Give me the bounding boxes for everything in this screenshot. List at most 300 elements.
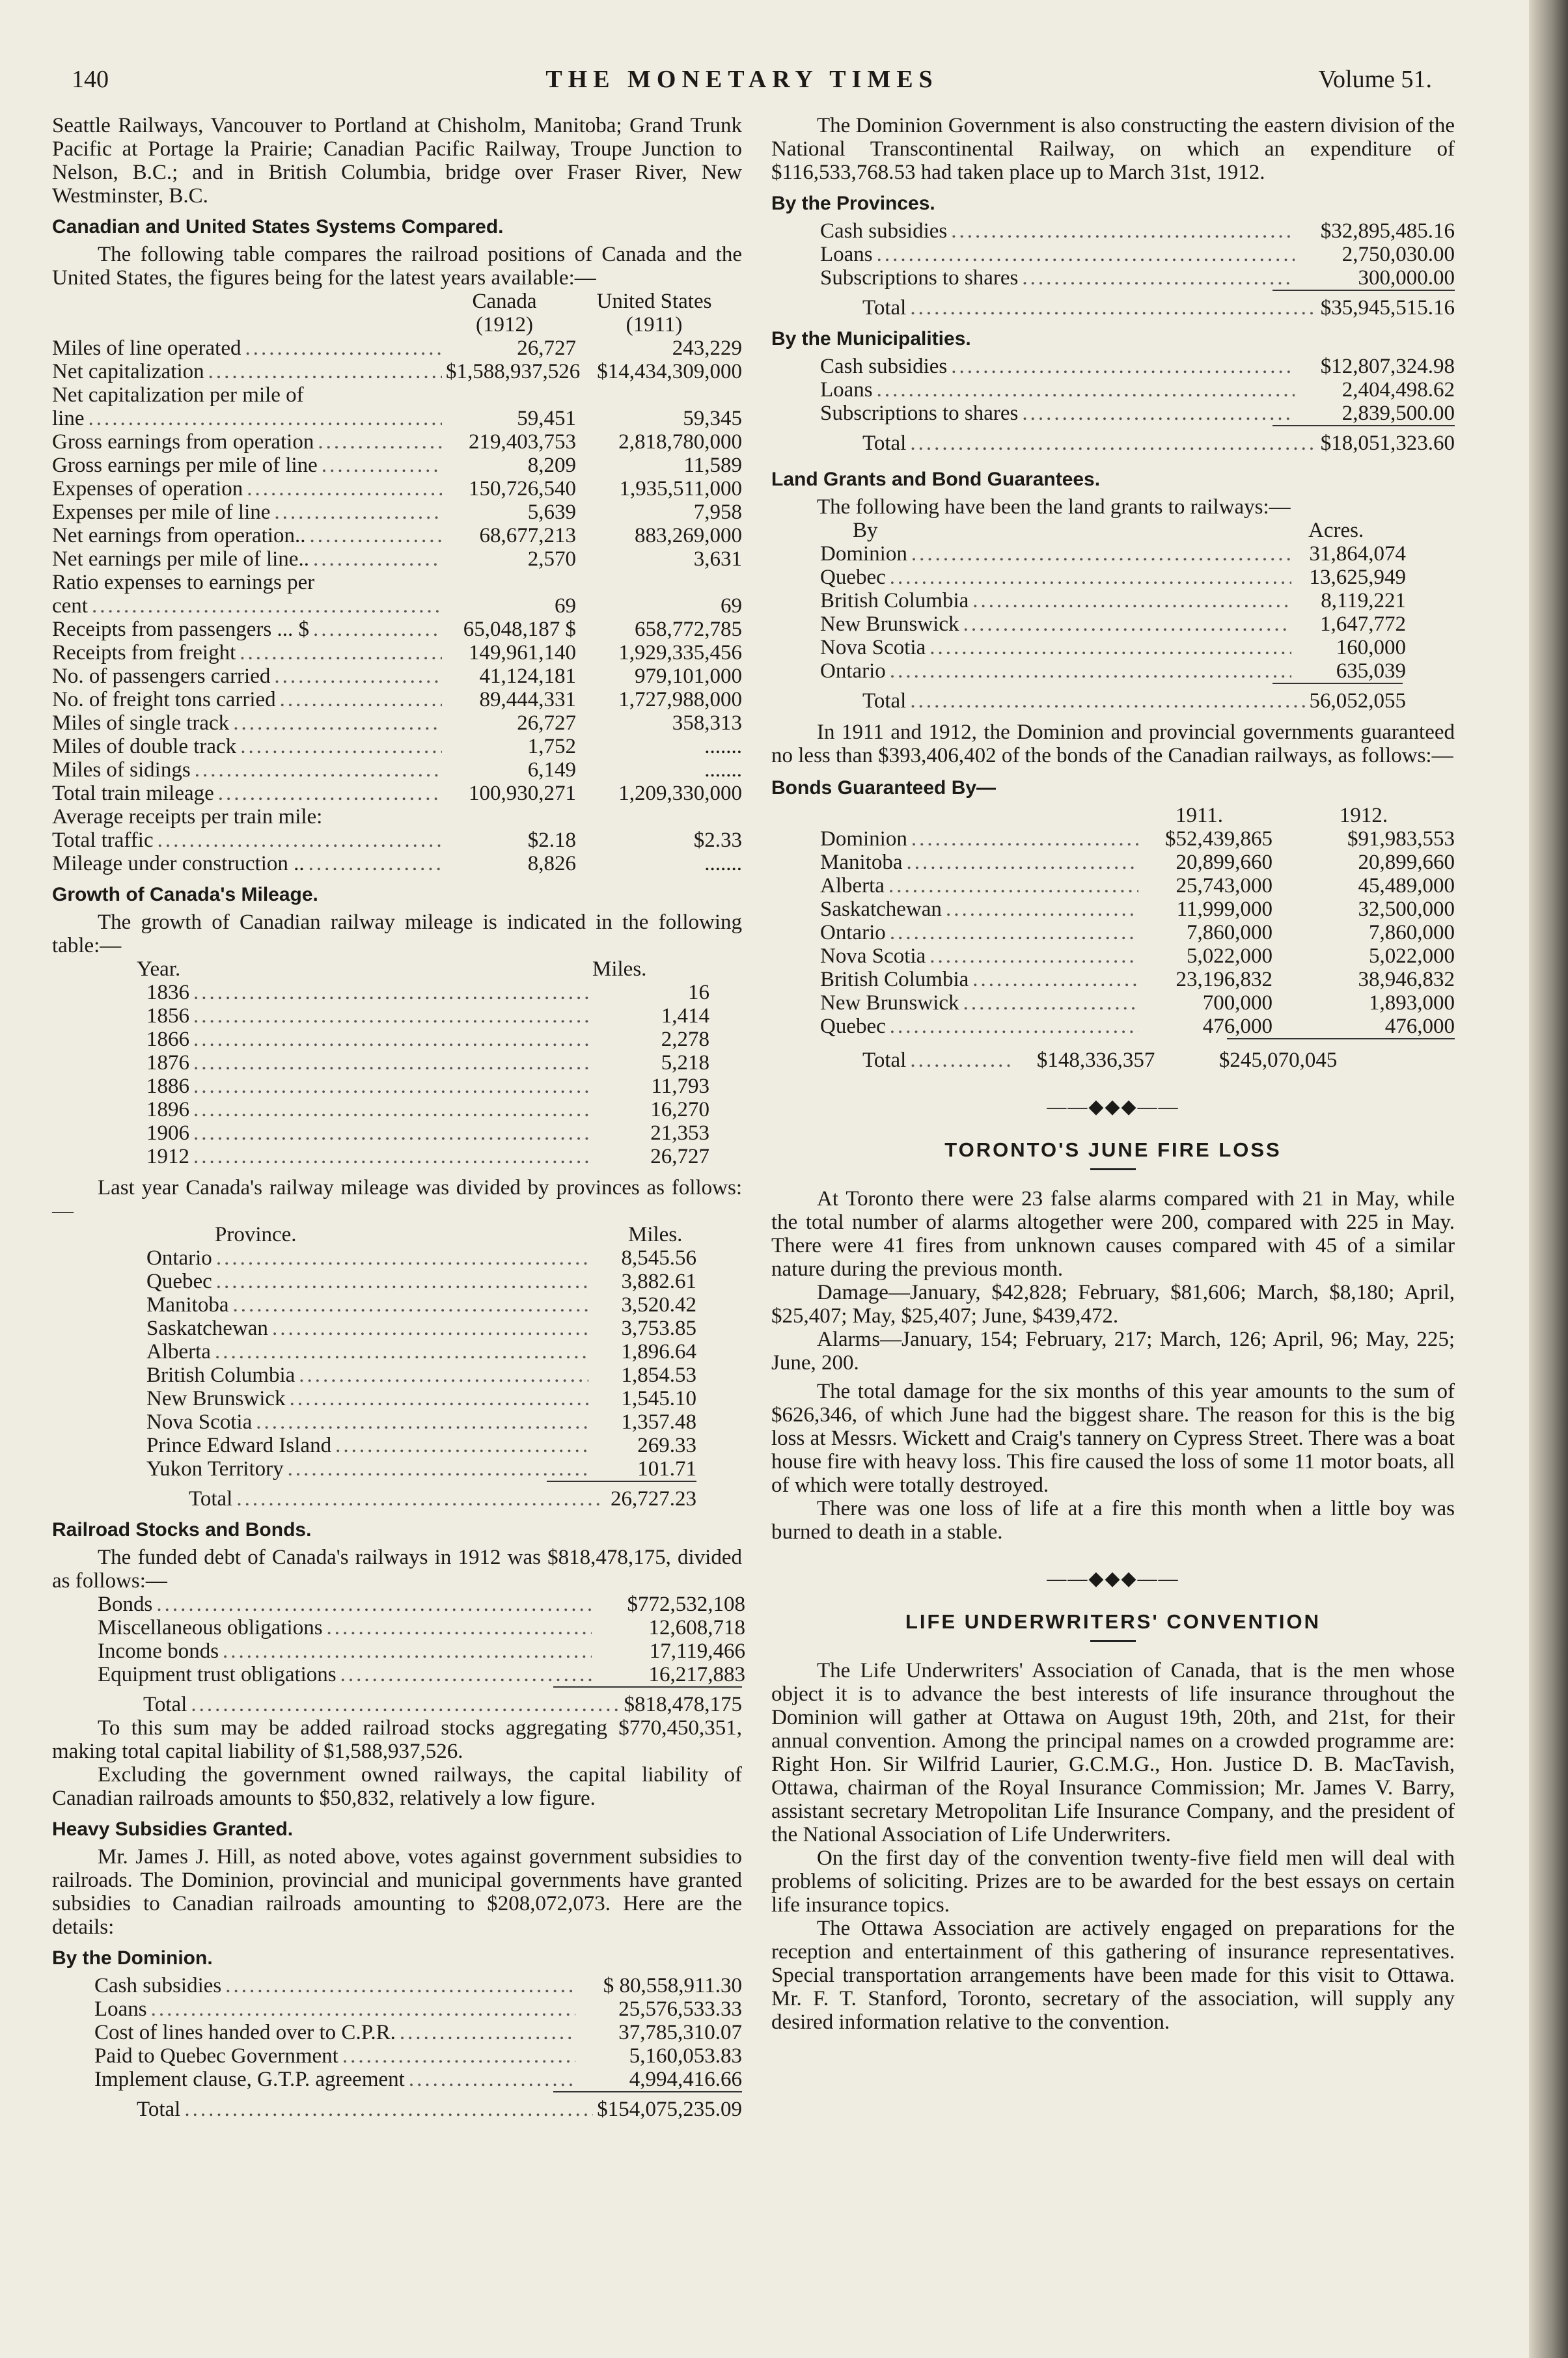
comparison-table bbox=[52, 336, 742, 875]
row-label: Miscellaneous obligations bbox=[98, 1616, 323, 1639]
row-label: Saskatchewan bbox=[820, 898, 942, 921]
dominion-subsidies-table bbox=[52, 1974, 742, 2091]
row-label: Quebec bbox=[820, 1015, 886, 1038]
paragraph: The Ottawa Association are actively engaged on preparations for the reception and entertainment of this gathering of insurance representatives. Special transportation arrangements have been made for this visit to Ottawa. Mr. F. T. Stanford, Toronto, secretary of the association, will supply any desired information relative to the convention. bbox=[771, 1917, 1455, 2034]
intro-paragraph: Seattle Railways, Vancouver to Portland at Chisholm, Manitoba; Grand Trunk Pacific at Portage la Prairie; Canadian Pacific Railway, Troupe Junction to Nelson, B.C.; and in British Columbia, bridge over Fraser River, New Westminster, B.C. bbox=[52, 114, 742, 208]
row-value: 37,785,310.07 bbox=[618, 2021, 742, 2044]
article-headline: TORONTO'S JUNE FIRE LOSS bbox=[944, 1138, 1282, 1161]
row-label: Dominion bbox=[820, 827, 907, 851]
row-label: Expenses per mile of line bbox=[52, 500, 271, 524]
row-value: 5,160,053.83 bbox=[629, 2044, 742, 2068]
row-value: 11,999,000 bbox=[1176, 898, 1272, 921]
row-value: 6,149 bbox=[527, 758, 576, 782]
paragraph: Last year Canada's railway mileage was divided by provinces as follows:— bbox=[52, 1176, 742, 1223]
row-value: 979,101,000 bbox=[635, 665, 742, 688]
row-value: $91,983,553 bbox=[1347, 827, 1455, 851]
row-label: Total train mileage bbox=[52, 782, 214, 805]
row-value: 300,000.00 bbox=[1358, 266, 1455, 290]
row-value: 11,793 bbox=[651, 1075, 709, 1098]
row-label: Yukon Territory bbox=[146, 1457, 284, 1481]
row-label: Equipment trust obligations bbox=[98, 1663, 337, 1686]
row-value: 17,119,466 bbox=[649, 1639, 745, 1663]
row-value: 635,039 bbox=[1336, 659, 1406, 683]
row-value: 2,839,500.00 bbox=[1341, 402, 1455, 425]
row-value: 1,357.48 bbox=[621, 1410, 696, 1434]
total-row: Total ..... $35,945,515.16 bbox=[771, 296, 1455, 320]
row-value: 2,570 bbox=[527, 547, 576, 571]
table-row bbox=[820, 827, 1455, 851]
row-label: Ontario bbox=[820, 921, 886, 944]
table-row bbox=[820, 402, 1455, 425]
row-value: 38,946,832 bbox=[1358, 968, 1455, 991]
row-value: 1,854.53 bbox=[621, 1364, 696, 1387]
row-value: 7,958 bbox=[693, 500, 742, 524]
row-label: Manitoba bbox=[146, 1293, 229, 1317]
paragraph: There was one loss of life at a fire this month when a little boy was burned to death in a stable. bbox=[771, 1497, 1455, 1544]
row-label: 1876 bbox=[146, 1051, 189, 1075]
row-label: Ontario bbox=[820, 659, 886, 683]
row-value: 45,489,000 bbox=[1358, 874, 1455, 898]
table-row bbox=[820, 944, 1455, 968]
row-label: Miles of line operated bbox=[52, 336, 241, 360]
table-row bbox=[820, 898, 1455, 921]
row-label: Loans bbox=[94, 1997, 147, 2021]
row-label: Quebec bbox=[820, 566, 886, 589]
row-label: Average receipts per train mile: bbox=[52, 805, 323, 829]
total-row: Total ..... $148,336,357 $245,070,045 bbox=[771, 1049, 1455, 1072]
table-row bbox=[52, 641, 742, 665]
right-column bbox=[771, 114, 1455, 2034]
table-row bbox=[146, 1434, 696, 1457]
row-value: 26,727 bbox=[517, 336, 576, 360]
table-row bbox=[820, 378, 1455, 402]
paragraph: Damage—January, $42,828; February, $81,606; March, $8,180; April, $25,407; May, $25,407; June, $439,472. bbox=[771, 1281, 1455, 1328]
row-value: $2.18 bbox=[527, 829, 576, 852]
row-value: $32,895,485.16 bbox=[1320, 219, 1455, 243]
row-value: 5,022,000 bbox=[1369, 944, 1455, 968]
row-label: 1896 bbox=[146, 1098, 189, 1121]
bonds-guaranteed-table bbox=[771, 827, 1455, 1038]
row-value: $772,532,108 bbox=[627, 1593, 745, 1616]
row-label: Ratio expenses to earnings per bbox=[52, 571, 315, 594]
row-label: New Brunswick bbox=[820, 612, 959, 636]
row-label: Cost of lines handed over to C.P.R. bbox=[94, 2021, 396, 2044]
row-value: 21,353 bbox=[650, 1121, 709, 1145]
table-row bbox=[94, 2021, 742, 2044]
row-value: 68,677,213 bbox=[479, 524, 576, 547]
table-row bbox=[52, 454, 742, 477]
paragraph: In 1911 and 1912, the Dominion and provincial governments guaranteed no less than $393,406,402 of the bonds of the Canadian railways, as follows:— bbox=[771, 720, 1455, 767]
table-header bbox=[771, 519, 1455, 542]
row-value: 8,545.56 bbox=[621, 1246, 696, 1270]
table-row bbox=[820, 659, 1406, 683]
row-value: 26,727 bbox=[650, 1145, 709, 1168]
row-value: 20,899,660 bbox=[1176, 851, 1272, 874]
row-value: 2,278 bbox=[661, 1028, 709, 1051]
row-value: 16,217,883 bbox=[648, 1663, 745, 1686]
table-row bbox=[146, 1293, 696, 1317]
row-value: 1,752 bbox=[527, 735, 576, 758]
table-row bbox=[146, 1145, 709, 1168]
row-value: 358,313 bbox=[672, 711, 742, 735]
row-value: 101.71 bbox=[637, 1457, 696, 1481]
row-value: 8,826 bbox=[527, 852, 576, 875]
provinces-subsidies-table bbox=[771, 219, 1455, 290]
table-row bbox=[52, 524, 742, 547]
table-row bbox=[94, 1974, 742, 1997]
row-value: 89,444,331 bbox=[479, 688, 576, 711]
table-row bbox=[146, 1028, 709, 1051]
column-header: Miles. bbox=[628, 1223, 683, 1246]
row-value: 1,647,772 bbox=[1320, 612, 1406, 636]
row-label: 1912 bbox=[146, 1145, 189, 1168]
table-row bbox=[146, 1098, 709, 1121]
column-header: By bbox=[853, 519, 878, 542]
column-header: 1911. bbox=[1175, 804, 1224, 827]
row-label: 1906 bbox=[146, 1121, 189, 1145]
row-label: Prince Edward Island bbox=[146, 1434, 332, 1457]
table-row bbox=[98, 1616, 745, 1639]
table-row bbox=[820, 612, 1406, 636]
row-value: 25,576,533.33 bbox=[618, 1997, 742, 2021]
row-value: 59,451 bbox=[517, 407, 576, 430]
row-value: 1,893,000 bbox=[1369, 991, 1455, 1015]
table-row bbox=[52, 500, 742, 524]
row-value: 269.33 bbox=[637, 1434, 696, 1457]
table-header bbox=[52, 290, 742, 336]
table-row bbox=[52, 852, 742, 875]
funded-debt-table bbox=[52, 1593, 745, 1686]
section-heading: By the Municipalities. bbox=[771, 328, 971, 350]
table-row bbox=[146, 1457, 696, 1481]
row-label: Expenses of operation bbox=[52, 477, 243, 500]
row-label: Miles of sidings bbox=[52, 758, 191, 782]
table-row bbox=[52, 430, 742, 454]
province-mileage-table bbox=[52, 1246, 696, 1481]
row-label: Nova Scotia bbox=[820, 944, 926, 968]
ornament-divider: ——◆◆◆—— bbox=[1047, 1096, 1179, 1117]
intro-paragraph: The Dominion Government is also constructing the eastern division of the National Transcontinental Railway, on which an expenditure of $116,533,768.53 had taken place up to March 31st, 1912. bbox=[771, 114, 1455, 184]
table-row bbox=[146, 1340, 696, 1364]
table-row bbox=[820, 851, 1455, 874]
row-label: Dominion bbox=[820, 542, 907, 566]
table-header bbox=[52, 1223, 742, 1246]
table-row bbox=[94, 2068, 742, 2091]
total-row: Total ..... $818,478,175 bbox=[52, 1693, 742, 1716]
row-value: 219,403,753 bbox=[469, 430, 576, 454]
table-row bbox=[820, 355, 1455, 378]
section-heading: Bonds Guaranteed By— bbox=[771, 777, 997, 799]
table-header bbox=[52, 957, 742, 981]
table-header bbox=[771, 804, 1455, 827]
table-row bbox=[146, 1246, 696, 1270]
row-label: Subscriptions to shares bbox=[820, 266, 1019, 290]
row-value: 1,935,511,000 bbox=[619, 477, 742, 500]
row-label: Quebec bbox=[146, 1270, 212, 1293]
publication-title: THE MONETARY TIMES bbox=[545, 66, 939, 93]
page-edge-shadow bbox=[1529, 0, 1568, 2358]
row-value: 160,000 bbox=[1336, 636, 1406, 659]
row-value: ....... bbox=[704, 735, 742, 758]
table-row bbox=[98, 1593, 745, 1616]
column-header: 1912. bbox=[1339, 804, 1388, 827]
row-value: 700,000 bbox=[1202, 991, 1272, 1015]
paragraph: On the first day of the convention twenty-five field men will deal with problems of soliciting. Prizes are to be awarded for the best essays on certain life insurance topics. bbox=[771, 1846, 1455, 1917]
table-row bbox=[146, 1270, 696, 1293]
row-value: 7,860,000 bbox=[1369, 921, 1455, 944]
row-label: Manitoba bbox=[820, 851, 903, 874]
row-label: Cash subsidies bbox=[820, 355, 948, 378]
row-label: Income bonds bbox=[98, 1639, 219, 1663]
row-label: Bonds bbox=[98, 1593, 153, 1616]
row-value: $12,807,324.98 bbox=[1320, 355, 1455, 378]
table-row bbox=[52, 360, 742, 383]
row-value: 658,772,785 bbox=[635, 618, 742, 641]
row-value: $2.33 bbox=[693, 829, 742, 852]
table-row bbox=[52, 735, 742, 758]
headline-rule bbox=[1090, 1640, 1136, 1642]
row-value: 7,860,000 bbox=[1187, 921, 1272, 944]
total-row: Total ..... $18,051,323.60 bbox=[771, 432, 1455, 455]
row-value: 5,639 bbox=[527, 500, 576, 524]
row-value: 12,608,718 bbox=[648, 1616, 745, 1639]
row-label: British Columbia bbox=[820, 968, 969, 991]
table-row bbox=[94, 1997, 742, 2021]
row-value: ....... bbox=[704, 758, 742, 782]
mileage-table bbox=[52, 981, 709, 1168]
row-label: No. of freight tons carried bbox=[52, 688, 276, 711]
row-value: 20,899,660 bbox=[1358, 851, 1455, 874]
table-row bbox=[820, 874, 1455, 898]
column-header: Canada bbox=[472, 290, 537, 313]
section-heading: Heavy Subsidies Granted. bbox=[52, 1818, 294, 1840]
row-value: 23,196,832 bbox=[1176, 968, 1272, 991]
section-heading: Growth of Canada's Mileage. bbox=[52, 884, 318, 905]
row-value: 2,818,780,000 bbox=[618, 430, 742, 454]
section-heading: Railroad Stocks and Bonds. bbox=[52, 1519, 312, 1541]
table-row bbox=[52, 383, 742, 407]
row-value: 3,753.85 bbox=[621, 1317, 696, 1340]
row-label: Miles of single track bbox=[52, 711, 230, 735]
row-value: 243,229 bbox=[672, 336, 742, 360]
headline-rule bbox=[1090, 1168, 1136, 1170]
row-value: 476,000 bbox=[1384, 1015, 1455, 1038]
row-value: 1,545.10 bbox=[621, 1387, 696, 1410]
article-headline: LIFE UNDERWRITERS' CONVENTION bbox=[905, 1610, 1321, 1633]
row-value: 32,500,000 bbox=[1358, 898, 1455, 921]
row-label: New Brunswick bbox=[820, 991, 959, 1015]
column-header: United States bbox=[596, 290, 712, 313]
row-label: Mileage under construction .. bbox=[52, 852, 305, 875]
table-row bbox=[146, 1387, 696, 1410]
row-value: 1,929,335,456 bbox=[618, 641, 742, 665]
row-label: 1866 bbox=[146, 1028, 189, 1051]
row-value: 3,882.61 bbox=[621, 1270, 696, 1293]
row-label: Nova Scotia bbox=[146, 1410, 253, 1434]
table-row bbox=[820, 219, 1455, 243]
table-row bbox=[98, 1639, 745, 1663]
row-value: 8,209 bbox=[527, 454, 576, 477]
row-value: 149,961,140 bbox=[469, 641, 576, 665]
row-label: Net earnings from operation.. bbox=[52, 524, 306, 547]
row-value: ....... bbox=[704, 852, 742, 875]
row-value: 150,726,540 bbox=[469, 477, 576, 500]
table-row bbox=[52, 711, 742, 735]
table-row bbox=[820, 636, 1406, 659]
row-label: British Columbia bbox=[146, 1364, 296, 1387]
row-label: cent bbox=[52, 594, 88, 618]
row-label: Net capitalization bbox=[52, 360, 204, 383]
row-label: Alberta bbox=[146, 1340, 211, 1364]
row-value: 2,404,498.62 bbox=[1341, 378, 1455, 402]
table-row bbox=[52, 618, 742, 641]
table-row bbox=[98, 1663, 745, 1686]
row-value: 65,048,187 $ bbox=[463, 618, 576, 641]
row-label: Ontario bbox=[146, 1246, 212, 1270]
row-label: 1856 bbox=[146, 1004, 189, 1028]
paragraph: To this sum may be added railroad stocks aggregating $770,450,351, making total capital liability of $1,588,937,526. bbox=[52, 1716, 742, 1763]
row-label: line bbox=[52, 407, 85, 430]
row-label: 1886 bbox=[146, 1075, 189, 1098]
table-row bbox=[146, 1121, 709, 1145]
row-value: 3,631 bbox=[693, 547, 742, 571]
municipalities-subsidies-table bbox=[771, 355, 1455, 425]
land-grants-table bbox=[771, 542, 1406, 683]
row-value: 1,896.64 bbox=[621, 1340, 696, 1364]
row-value: 8,119,221 bbox=[1321, 589, 1406, 612]
table-row bbox=[146, 1317, 696, 1340]
table-row bbox=[146, 981, 709, 1004]
table-row bbox=[52, 547, 742, 571]
row-value: 59,345 bbox=[683, 407, 742, 430]
row-label: Paid to Quebec Government bbox=[94, 2044, 338, 2068]
table-row bbox=[820, 968, 1455, 991]
table-row bbox=[52, 829, 742, 852]
table-row bbox=[52, 758, 742, 782]
row-value: 5,218 bbox=[661, 1051, 709, 1075]
table-row bbox=[94, 2044, 742, 2068]
row-value: 883,269,000 bbox=[635, 524, 742, 547]
column-header: Acres. bbox=[1308, 519, 1364, 542]
total-row: Total ..... 56,052,055 bbox=[771, 689, 1406, 713]
paragraph: Alarms—January, 154; February, 217; March, 126; April, 96; May, 225; June, 200. bbox=[771, 1328, 1455, 1375]
paragraph: The Life Underwriters' Association of Canada, that is the men whose object it is to advance the best interests of life insurance throughout the Dominion will gather at Ottawa on August 19th, 20th, and 21st, for their annual convention. Among the principal names on a crowded programme are: Right Hon. Sir Wilfrid Laurier, G.C.M.G., Hon. Justice D. B. MacTavish, Ottawa, chairman of the Royal Insurance Commission; Mr. James V. Barry, assistant secretary Metropolitan Life Insurance Company, and the president of the National Association of Life Underwriters. bbox=[771, 1659, 1455, 1846]
paragraph: Excluding the government owned railways, the capital liability of Canadian railroads amounts to $50,832, relatively a low figure. bbox=[52, 1763, 742, 1810]
row-value: $1,588,937,526 bbox=[446, 360, 581, 383]
row-value: $52,439,865 bbox=[1165, 827, 1272, 851]
total-row: Total ..... $154,075,235.09 bbox=[52, 2098, 742, 2121]
paragraph: At Toronto there were 23 false alarms compared with 21 in May, while the total number of alarms altogether were 200, compared with 225 in May. There were 41 fires from unknown causes compared with 45 of a similar nature during the previous month. bbox=[771, 1187, 1455, 1281]
row-label: Implement clause, G.T.P. agreement bbox=[94, 2068, 405, 2091]
column-header: Year. bbox=[137, 957, 181, 981]
row-label: No. of passengers carried bbox=[52, 665, 271, 688]
row-label: 1836 bbox=[146, 981, 189, 1004]
row-value: 2,750,030.00 bbox=[1341, 243, 1455, 266]
row-value: 11,589 bbox=[683, 454, 742, 477]
row-label: Net capitalization per mile of bbox=[52, 383, 304, 407]
volume-label: Volume 51. bbox=[1318, 66, 1432, 93]
row-label: Net earnings per mile of line.. bbox=[52, 547, 309, 571]
row-value: $ 80,558,911.30 bbox=[603, 1974, 742, 1997]
row-label: Gross earnings per mile of line bbox=[52, 454, 318, 477]
row-value: 31,864,074 bbox=[1309, 542, 1406, 566]
table-row bbox=[52, 477, 742, 500]
table-row bbox=[820, 542, 1406, 566]
table-row bbox=[820, 921, 1455, 944]
table-row bbox=[146, 1364, 696, 1387]
row-label: Cash subsidies bbox=[94, 1974, 222, 1997]
table-row bbox=[52, 571, 742, 594]
row-label: Total traffic bbox=[52, 829, 154, 852]
row-value: 1,727,988,000 bbox=[618, 688, 742, 711]
paragraph: The following have been the land grants to railways:— bbox=[817, 495, 1291, 519]
row-label: New Brunswick bbox=[146, 1387, 286, 1410]
table-row bbox=[52, 594, 742, 618]
row-label: Receipts from passengers ... $ bbox=[52, 618, 309, 641]
table-row bbox=[146, 1075, 709, 1098]
row-value: 69 bbox=[555, 594, 576, 618]
page-number: 140 bbox=[72, 66, 109, 93]
table-row bbox=[146, 1410, 696, 1434]
row-value: 16,270 bbox=[650, 1098, 709, 1121]
table-row bbox=[820, 589, 1406, 612]
row-value: $14,434,309,000 bbox=[597, 360, 742, 383]
paragraph: Mr. James J. Hill, as noted above, votes against government subsidies to railroads. The Dominion, provincial and municipal governments have granted subsidies to Canadian railroads amounting to $208,072,073. Here are the details: bbox=[52, 1845, 742, 1939]
total-row: Total ..... 26,727.23 bbox=[52, 1487, 696, 1511]
table-row bbox=[52, 805, 742, 829]
row-value: 3,520.42 bbox=[621, 1293, 696, 1317]
column-header: (1912) bbox=[476, 313, 533, 336]
row-value: 100,930,271 bbox=[469, 782, 576, 805]
row-label: Nova Scotia bbox=[820, 636, 926, 659]
table-row bbox=[52, 688, 742, 711]
left-column bbox=[52, 114, 745, 2121]
row-value: 13,625,949 bbox=[1309, 566, 1406, 589]
row-value: 41,124,181 bbox=[479, 665, 576, 688]
section-heading: Land Grants and Bond Guarantees. bbox=[771, 469, 1101, 490]
table-row bbox=[820, 991, 1455, 1015]
table-row bbox=[146, 1051, 709, 1075]
table-row bbox=[52, 782, 742, 805]
table-row bbox=[52, 407, 742, 430]
paragraph: The growth of Canadian railway mileage is indicated in the following table:— bbox=[52, 911, 742, 957]
row-value: 26,727 bbox=[517, 711, 576, 735]
row-label: Receipts from freight bbox=[52, 641, 236, 665]
section-heading: By the Provinces. bbox=[771, 193, 935, 214]
row-label: Alberta bbox=[820, 874, 885, 898]
running-header bbox=[52, 65, 1432, 104]
row-label: Loans bbox=[820, 378, 873, 402]
column-header: Province. bbox=[215, 1223, 297, 1246]
row-label: Saskatchewan bbox=[146, 1317, 268, 1340]
table-row bbox=[820, 266, 1455, 290]
table-row bbox=[820, 1015, 1455, 1038]
subsection-heading: By the Dominion. bbox=[52, 1947, 213, 1969]
table-row bbox=[52, 336, 742, 360]
row-label: Cash subsidies bbox=[820, 219, 948, 243]
row-label: Subscriptions to shares bbox=[820, 402, 1019, 425]
row-value: 69 bbox=[721, 594, 742, 618]
row-value: 5,022,000 bbox=[1187, 944, 1272, 968]
ornament-divider: ——◆◆◆—— bbox=[1047, 1568, 1179, 1589]
row-value: 476,000 bbox=[1202, 1015, 1272, 1038]
paragraph: The following table compares the railroad positions of Canada and the United States, the figures being for the latest years available:— bbox=[52, 243, 742, 290]
row-value: 1,209,330,000 bbox=[618, 782, 742, 805]
row-value: 1,414 bbox=[661, 1004, 709, 1028]
column-header: Miles. bbox=[592, 957, 647, 981]
paragraph: The total damage for the six months of this year amounts to the sum of $626,346, of which June had the biggest share. The reason for this is the big loss at Messrs. Wickett and Craig's tannery on Cypress Street. There was a boat house fire with heavy loss. This fire caused the loss of some 11 motor boats, all of which were totally destroyed. bbox=[771, 1380, 1455, 1497]
row-label: Loans bbox=[820, 243, 873, 266]
